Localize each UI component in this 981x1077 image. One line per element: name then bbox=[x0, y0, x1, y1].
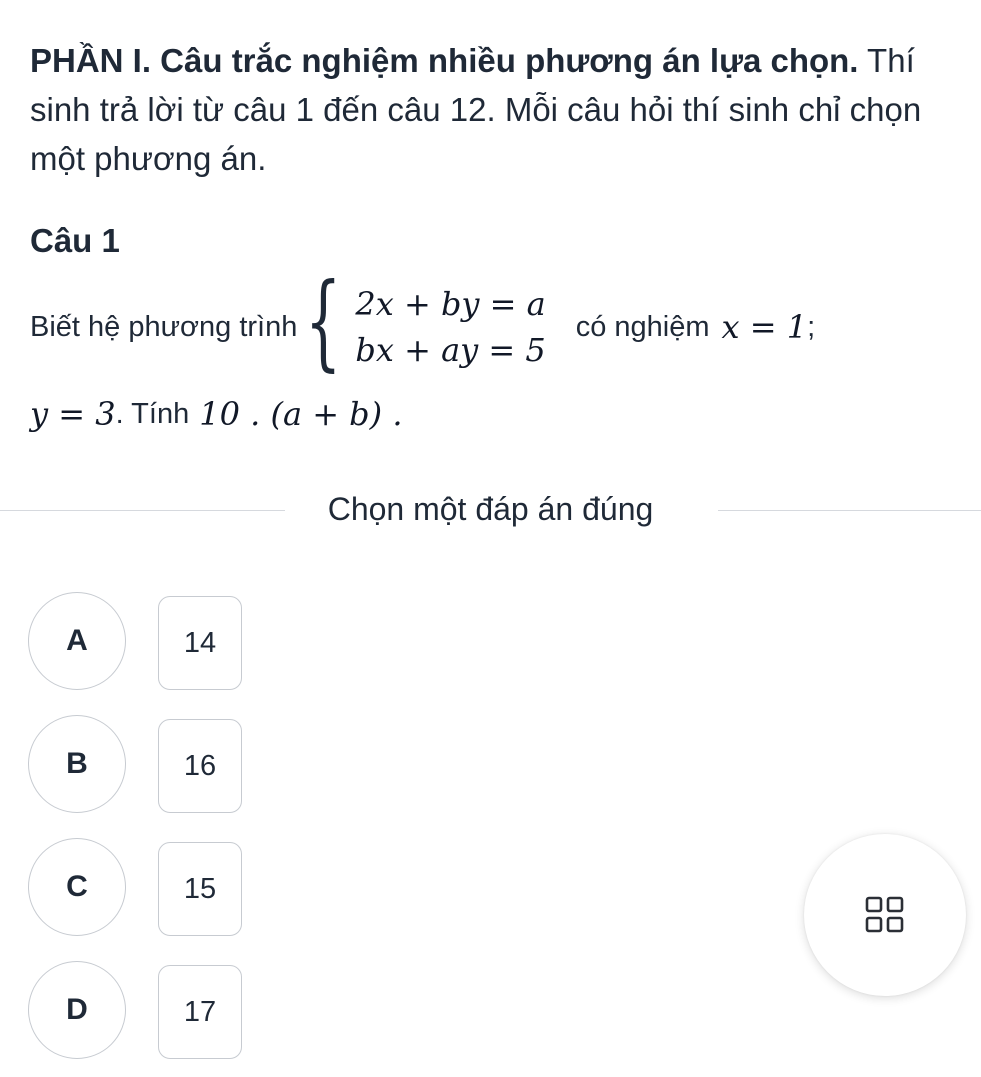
question-grid-button[interactable] bbox=[804, 834, 966, 996]
solution-y: y = 3 bbox=[30, 395, 116, 433]
equation-system bbox=[355, 285, 545, 369]
section-instructions bbox=[30, 36, 960, 183]
solution-x: x = 1 bbox=[721, 308, 808, 346]
grid-icon bbox=[865, 896, 905, 934]
question-statement-continued bbox=[30, 395, 402, 433]
section-text: Thí sinh trả lời từ câu 1 đến câu 12. Mỗi câu hỏi thí sinh chỉ chọn một phương án. bbox=[30, 42, 922, 177]
option-letter[interactable]: A bbox=[28, 592, 126, 690]
option-value[interactable]: 15 bbox=[158, 842, 242, 936]
option-d[interactable] bbox=[28, 961, 288, 1061]
system-brace: { bbox=[305, 260, 342, 382]
compute-label: . Tính bbox=[115, 397, 190, 430]
question-middle: có nghiệm bbox=[575, 310, 710, 343]
section-heading: PHẦN I. Câu trắc nghiệm nhiều phương án lựa chọn. bbox=[30, 42, 859, 79]
question-prefix: Biết hệ phương trình bbox=[30, 310, 298, 343]
option-letter[interactable]: B bbox=[28, 715, 126, 813]
equation-2: bx + ay = 5 bbox=[355, 331, 546, 369]
option-value[interactable]: 14 bbox=[158, 596, 242, 690]
question-statement bbox=[30, 260, 970, 382]
choose-answer-label: Chọn một đáp án đúng bbox=[327, 491, 654, 527]
expression: 10 . (a + b) . bbox=[199, 395, 403, 433]
equation-1: 2x + by = a bbox=[355, 285, 546, 323]
option-b[interactable] bbox=[28, 715, 288, 815]
option-c[interactable] bbox=[28, 838, 288, 938]
option-letter[interactable]: C bbox=[28, 838, 126, 936]
question-title: Câu 1 bbox=[30, 222, 120, 259]
option-value[interactable]: 16 bbox=[158, 719, 242, 813]
option-a[interactable] bbox=[28, 592, 288, 692]
option-letter[interactable]: D bbox=[28, 961, 126, 1059]
option-value[interactable]: 17 bbox=[158, 965, 242, 1059]
semicolon: ; bbox=[807, 310, 816, 343]
